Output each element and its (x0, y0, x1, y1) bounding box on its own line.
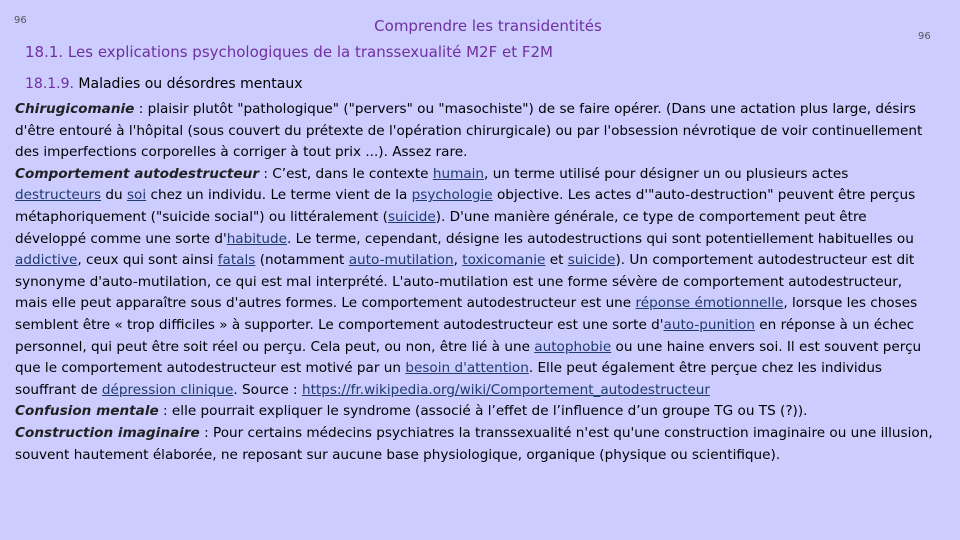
definition-text: , un terme utilisé pour désigner un ou plusieurs actes (484, 165, 849, 182)
definition-text: , lorsque les choses semblent être « trop difficiles » à supporter. Le comportement autodestructeur est une sorte d' (15, 295, 918, 333)
definition-text: (notamment (255, 252, 349, 269)
definition-text: ou une haine envers soi. Il est souvent perçu que le comportement autodestructeur est motivé par un (15, 338, 922, 377)
definition-text: : plaisir plutôt "pathologique" ("pervers" ou "masochiste") de se faire opérer. (Dans une actation plus large, désirs d'être entouré à l'hôpital (sous couvert du prétexte de l'opération chirurgicale) ou par l'obsession névrotique de voir continuellement des imperfections corporelles à corriger à tout prix ...). Assez rare. (15, 101, 923, 161)
definition-text: chez un individu. Le terme vient de la (146, 187, 412, 204)
definition-text: . Source : (233, 381, 302, 398)
subsection-title (25, 76, 303, 92)
link-auto-mutilation[interactable]: auto-mutilation (348, 252, 454, 269)
link-reponse-emotionnelle[interactable]: réponse émotionnelle (635, 295, 784, 312)
definition-text: du (101, 187, 127, 204)
link-depression-clinique[interactable]: dépression clinique (101, 381, 234, 398)
paragraph-construction-imaginaire (15, 423, 933, 466)
definition-text: . Elle peut également être perçue chez les individus souffrant de (15, 360, 883, 398)
definition-text: : C’est, dans le contexte (259, 165, 433, 182)
definition-text: en réponse à un échec personnel, qui peut être soit réel ou perçu. Cela peut, ou non, être lié à une (15, 316, 915, 355)
link-psychologie[interactable]: psychologie (411, 187, 493, 204)
paragraph-chirugicomanie (15, 99, 933, 164)
definition-text: et (545, 252, 568, 269)
link-autophobie[interactable]: autophobie (534, 338, 612, 355)
link-toxicomanie[interactable]: toxicomanie (462, 252, 546, 269)
page-number-left: 96 (14, 15, 27, 26)
term-chirugicomanie: Chirugicomanie (15, 101, 135, 117)
link-besoin-attention[interactable]: besoin d'attention (405, 360, 529, 377)
definition-text: : elle pourrait expliquer le syndrome (associé à l’effet de l’influence d’un groupe TG ou TS (?)). (158, 403, 808, 420)
definition-text: ). D'une manière générale, ce type de comportement peut être développé comme une sorte d' (15, 208, 867, 247)
paragraph-comportement-autodestructeur (15, 164, 933, 402)
definition-text: ). Un comportement autodestructeur est dit synonyme d'auto-mutilation, ce qui est mal interprété. L'auto-mutilation est une forme sévère de comportement autodestructeur, mais elle peut apparaître sous d'autres formes. Le comportement autodestructeur est une (15, 252, 915, 312)
subsection-number: 18.1.9. (25, 76, 74, 92)
definition-text: , (453, 252, 463, 269)
link-fatals[interactable]: fatals (217, 252, 256, 269)
definition-text: . Le terme, cependant, désigne les autodestructions qui sont potentiellement habituelles ou (286, 230, 914, 247)
definition-text: : Pour certains médecins psychiatres la transsexualité n'est qu'une construction imaginaire ou une illusion, souvent hautement élaborée, ne reposant sur aucune base physiologique, organique (physique ou scientifique). (15, 424, 933, 463)
term-confusion-mentale: Confusion mentale (15, 403, 159, 420)
definition-text: , ceux qui sont ainsi (77, 252, 218, 269)
link-source-url[interactable]: https://fr.wikipedia.org/wiki/Comportement_autodestructeur (301, 381, 710, 398)
link-addictive[interactable]: addictive (15, 252, 78, 269)
link-habitude[interactable]: habitude (226, 230, 287, 247)
link-soi[interactable]: soi (126, 187, 147, 204)
term-comportement-autodestructeur: Comportement autodestructeur (15, 165, 260, 182)
link-suicide-2[interactable]: suicide (567, 252, 616, 269)
term-construction-imaginaire: Construction imaginaire (15, 424, 200, 441)
subsection-label: Maladies ou désordres mentaux (73, 76, 303, 92)
link-destructeurs[interactable]: destructeurs (15, 187, 102, 204)
body-text (15, 99, 933, 466)
link-auto-punition[interactable]: auto-punition (663, 316, 755, 333)
document-title: Comprendre les transidentités (374, 17, 602, 35)
definition-text: objective. Les actes d'"auto-destruction" peuvent être perçus métaphoriquement ("suicide social") ou littéralement ( (15, 187, 916, 225)
link-humain[interactable]: humain (432, 165, 485, 182)
paragraph-confusion-mentale (15, 401, 933, 423)
page-number-right: 96 (918, 31, 931, 42)
section-title: 18.1. Les explications psychologiques de la transsexualité M2F et F2M (25, 43, 553, 61)
link-suicide[interactable]: suicide (387, 208, 436, 225)
